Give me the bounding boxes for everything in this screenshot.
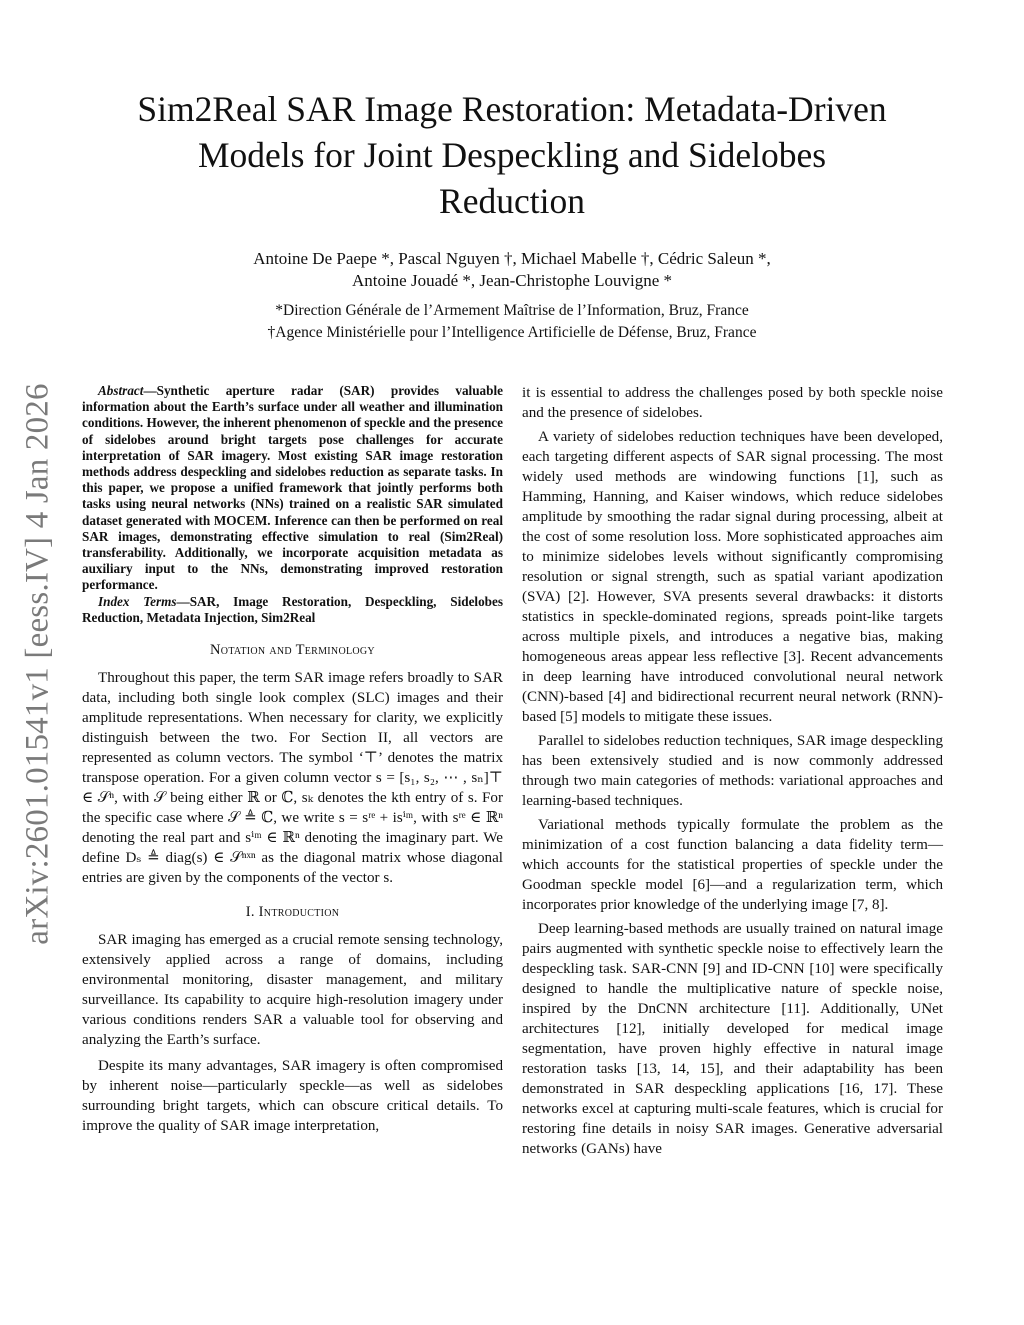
author-list	[60, 248, 964, 292]
affiliation-line: *Direction Générale de l’Armement Maîtrise de l’Information, Bruz, France	[275, 302, 749, 319]
body-paragraph: Deep learning-based methods are usually trained on natural image pairs augmented with synthetic speckle noise to effectively learn the despeckling task. SAR-CNN [9] and ID-CNN [10] were specifically designed to handle the multiplicative nature of speckle noise, inspired by the DnCNN architecture [11]. Additionally, UNet architectures [12], initially developed for medical image segmentation, have proven highly effective in natural image restoration tasks [13, 14, 15], and their adaptability has been demonstrated in SAR despeckling applications [16, 17]. These networks excel at capturing multi-scale features, which is crucial for restoring fine details in noisy SAR images. Generative adversarial networks (GANs) have	[522, 921, 943, 1157]
title-line: Sim2Real SAR Image Restoration: Metadata-Driven	[137, 89, 887, 129]
paper-title	[40, 86, 984, 224]
arxiv-identifier: arXiv:2601.01541v1 [eess.IV] 4 Jan 2026	[19, 383, 56, 945]
right-column	[522, 383, 943, 1159]
introduction-heading: I. Introduction	[245, 904, 340, 921]
title-line: Reduction	[439, 181, 585, 221]
index-terms-label: Index Terms	[98, 593, 177, 609]
left-column	[82, 383, 503, 1136]
abstract-label: Abstract	[98, 383, 144, 398]
affiliation-line: †Agence Ministérielle pour l’Intelligence Artificielle de Défense, Bruz, France	[267, 324, 757, 341]
body-paragraph: Variational methods typically formulate the problem as the minimization of a cost function balancing a data fidelity term—which accounts for the statistical properties of speckle under the Goodman speckle model [6]—and a regularization term, which incorporates prior knowledge of the underlying image [7, 8].	[522, 817, 943, 913]
author-line: Antoine Jouadé *, Jean-Christophe Louvigne *	[351, 271, 673, 290]
intro-paragraph: SAR imaging has emerged as a crucial remote sensing technology, extensively applied across a range of domains, including environmental monitoring, disaster management, and military surveillance. Its capability to acquire high-resolution imagery under various conditions renders SAR a valuable tool for observing and analyzing the Earth’s surface.	[82, 932, 503, 1049]
abstract	[82, 383, 503, 626]
continuation-paragraph: it is essential to address the challenges posed by both speckle noise and the presence of sidelobes.	[522, 385, 943, 421]
arxiv-sidebar	[18, 372, 58, 957]
body-paragraph: Parallel to sidelobes reduction techniques, SAR image despeckling has been extensively studied and is now commonly addressed through two main categories of methods: variational approaches and learning-based techniques.	[522, 733, 943, 809]
notation-heading: Notation and Terminology	[210, 642, 375, 659]
abstract-text: —Synthetic aperture radar (SAR) provides valuable information about the Earth’s surface under all weather and illumination conditions. However, the inherent phenomenon of speckle and the presence of sidelobes around bright targets pose challenges for accurate interpretation of SAR imagery. Most existing SAR image restoration methods address despeckling and sidelobes reduction as separate tasks. In this paper, we propose a unified framework that jointly performs both tasks using neural networks (NNs) trained on a realistic SAR simulated dataset generated with MOCEM. Inference can then be performed on real SAR images, demonstrating effective simulation to real (Sim2Real) transferability. Additionally, we incorporate acquisition metadata as auxiliary input to the NNs, demonstrating improved restoration performance.	[82, 383, 503, 593]
author-line: Antoine De Paepe *, Pascal Nguyen †, Michael Mabelle †, Cédric Saleun *,	[253, 249, 771, 268]
affiliations	[60, 300, 964, 344]
notation-paragraph: Throughout this paper, the term SAR image refers broadly to SAR data, including both single look complex (SLC) images and their amplitude representations. When necessary for clarity, we explicitly distinguish between the two. For Section II, all vectors are represented as column vectors. The symbol ‘⊤’ denotes the matrix transpose operation. For a given column vector s = [s₁, s₂, ⋯ , sₙ]⊤ ∈ 𝒮ⁿ, with 𝒮 being either ℝ or ℂ, sₖ denotes the kth entry of s. For the specific case where 𝒮 ≜ ℂ, we write s = sʳᵉ + isⁱᵐ, with sʳᵉ ∈ ℝⁿ denoting the real part and sⁱᵐ ∈ ℝⁿ denoting the imaginary part. We define Dₛ ≜ diag(s) ∈ 𝒮ⁿˣⁿ as the diagonal matrix whose diagonal entries are given by the components of the vector s.	[82, 670, 503, 887]
body-paragraph: A variety of sidelobes reduction techniques have been developed, each targeting different aspects of SAR signal processing. The most widely used methods are windowing functions [1], such as Hamming, Hanning, and Kaiser windows, which reduce sidelobes amplitude by smoothing the radar signal during processing, albeit at the cost of some resolution loss. More sophisticated approaches aim to minimize sidelobes levels without significantly compromising resolution or signal strength, such as spatial variant apodization (SVA) [2]. However, SVA presents several drawbacks: it distorts statistics in speckle-dominated regions, spreads point-like targets across multiple pixels, and introduces a negative bias, making homogeneous areas appear less reflective [3]. Recent advancements in deep learning have introduced convolutional neural network (CNN)-based [4] and bidirectional recurrent neural network (RNN)-based [5] models to mitigate these issues.	[522, 429, 943, 725]
intro-paragraph: Despite its many advantages, SAR imagery is often compromised by inherent noise—particularly speckle—as well as sidelobes surrounding bright targets, which can obscure critical details. To improve the quality of SAR image interpretation,	[82, 1058, 503, 1135]
index-terms-text: —SAR, Image Restoration, Despeckling, Sidelobes Reduction, Metadata Injection, Sim2Real	[82, 593, 503, 625]
title-line: Models for Joint Despeckling and Sidelobes	[197, 135, 827, 175]
